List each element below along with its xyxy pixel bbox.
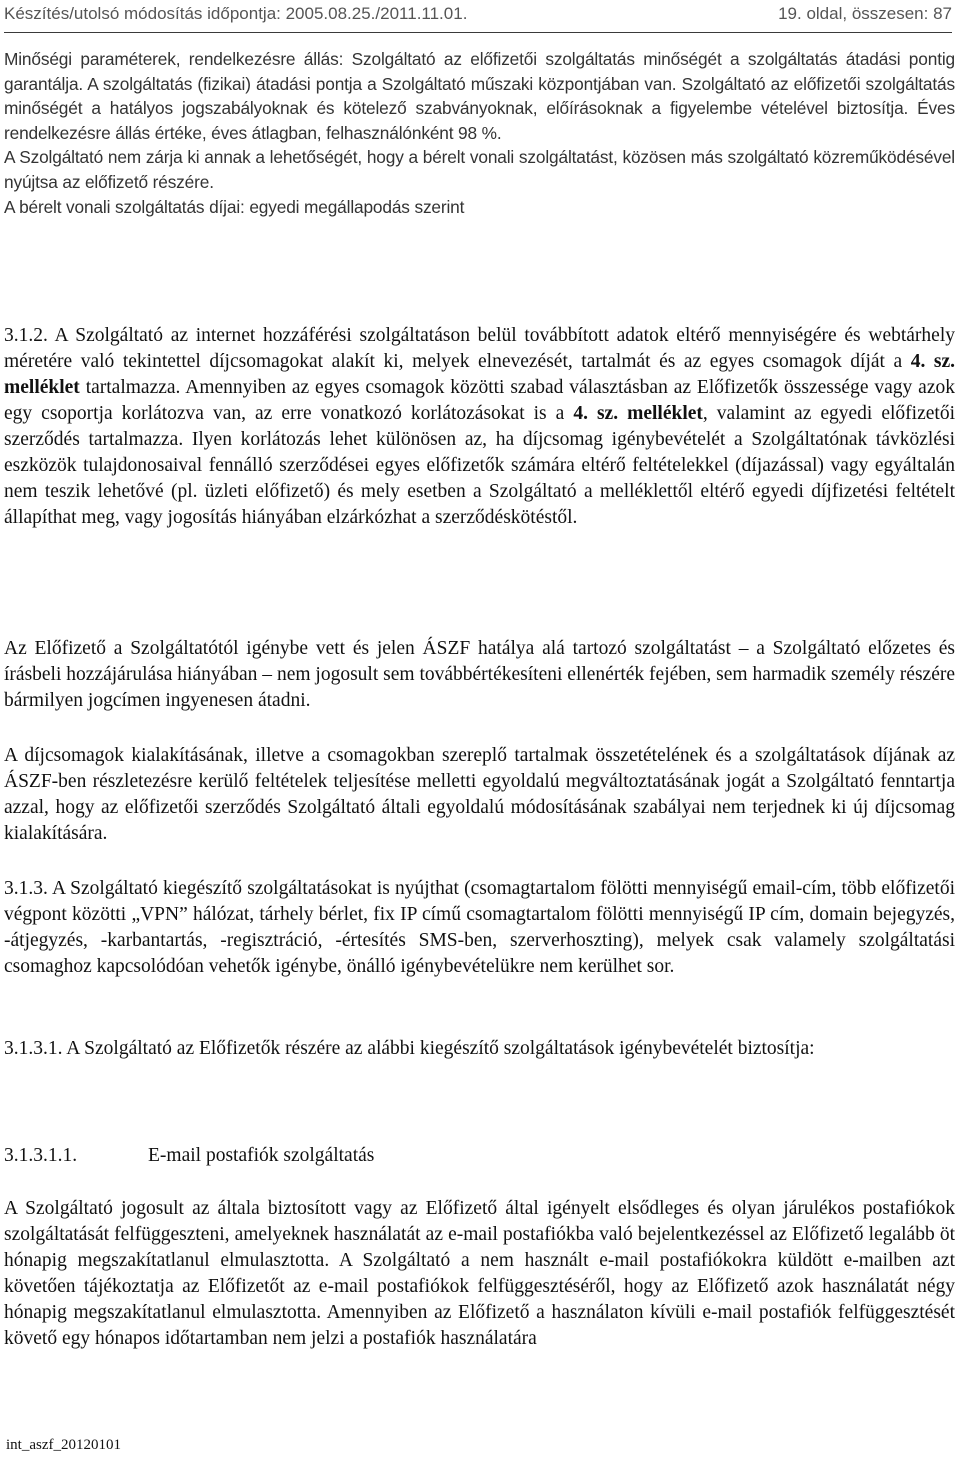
section-3-1-2-part2: tartalmazza. Amennyiben az egyes csomagok közötti szabad választásban az Előfizetők összessége vagy azok egy csoportja korlátozva van, az erre vonatkozó korlátozásokat is a — [4, 377, 955, 424]
header-date: Készítés/utolsó módosítás időpontja: 2005.08.25./2011.11.01. — [4, 4, 468, 23]
section-3-1-2-text — [4, 323, 955, 531]
quality-paragraph: Minőségi paraméterek, rendelkezésre állás: Szolgáltató az előfizetői szolgáltatás minőségét a szolgáltatás átadási pontig garantálja. A szolgáltatás (fizikai) átadási pontja a Szolgáltató műszaki központjában van. Szolgáltató az előfizetői szolgáltatás minőségét a hatályos jogszabályoknak és kötelező szabványoknak, előírásoknak a figyelembe vételével biztosítja. Éves rendelkezésre állás értéke, éves átlagban, felhasználónként 98 %. — [4, 49, 955, 143]
section-3-1-2 — [4, 323, 955, 531]
leased-line-fee-paragraph: A bérelt vonali szolgáltatás díjai: egyedi megállapodás szerint — [4, 196, 465, 217]
resale-paragraph: Az Előfizető a Szolgáltatótól igénybe vett és jelen ÁSZF hatálya alá tartozó szolgáltatást – a Szolgáltató előzetes és írásbeli hozzájárulása hiányában – nem jogosult sem továbbértékesíteni ellenérték fejében, sem harmadik személy részére bármilyen jogcímen ingyenesen átadni. — [4, 638, 955, 711]
annex-4-reference-2: 4. sz. melléklet — [573, 403, 703, 424]
quality-parameters-section — [4, 47, 955, 219]
section-3-1-3: 3.1.3. A Szolgáltató kiegészítő szolgáltatásokat is nyújthat (csomagtartalom fölötti mennyiségű email-cím, több előfizetői végpont közötti „VPN” hálózat, tárhely bérlet, fix IP című csomagtartalom fölötti mennyiségű IP cím, domain bejegyzés, -átjegyzés, -karbantartás, -regisztráció, -értesítés SMS-ben, szerverhoszting), melyek csak valamely szolgáltatási csomaghoz kapcsolódóan vehetők igénybe, önálló igénybevételükre nem kerülhet sor. — [4, 878, 955, 977]
section-3-1-2-part3: , valamint az egyedi előfizetői szerződés tartalmazza. Ilyen korlátozás lehet különösen az, ha díjcsomag igénybevételét a Szolgáltatónak távközlési eszközök tulajdonosaival fennálló szerződései egyes előfizetők számára eltérő feltételekkel (díjazással) vagy egyáltalán nem teszik lehetővé (pl. üzleti előfizető) és mely esetben a Szolgáltató a melléklettől eltérő egyedi díjfizetési feltételt állapíthat meg, vagy jogosítás hiányában elzárkózhat a szerződéskötéstől. — [4, 403, 955, 528]
section-title: E-mail postafiók szolgáltatás — [148, 1145, 375, 1166]
annex-4-reference: 4. sz. melléklet — [4, 351, 955, 398]
section-3-1-3-1-1-heading — [4, 1143, 955, 1169]
email-mailbox-paragraph: A Szolgáltató jogosult az általa biztosított vagy az Előfizető által igényelt elsődleges és olyan járulékos postafiókok szolgáltatását felfüggeszteni, amelyeknek használatát az e-mail postafiókba való bejelentkezéssel az Előfizető legalább öt hónapig megszakítatlanul elmulasztotta. A Szolgáltató a nem használt e-mail postafiókokra küldött e-mailben azt követően tájékoztatja az Előfizetőt az e-mail postafiókok felfüggesztéséről, hogy az Előfizető azok használatát négy hónapig megszakítatlanul elmulasztotta. Amennyiben az Előfizető a használaton kívüli e-mail postafiók felfüggesztését követő egy hónapos időtartamban nem jelzi a postafiók használatára — [4, 1198, 955, 1349]
page-footer: int_aszf_20120101 — [6, 1437, 121, 1453]
header-page-number: 19. oldal, összesen: 87 — [778, 4, 952, 23]
section-3-1-2-part1: 3.1.2. A Szolgáltató az internet hozzáférési szolgáltatáson belül továbbított adatok eltérő mennyiségére és webtárhely méretére való tekintettel díjcsomagokat alakít ki, melyek elnevezését, tartalmát és az egyes csomagok díját a — [4, 325, 955, 372]
packages-paragraph: A díjcsomagok kialakításának, illetve a csomagokban szereplő tartalmak összetételének és a szolgáltatások díjának az ÁSZF-ben részletezésre kerülő feltételek teljesítése melletti egyoldalú megváltoztatásának jogát a Szolgáltató fenntartja azzal, hogy az előfizetői szerződés Szolgáltató általi egyoldalú módosításának szabályai nem terjednek ki új díjcsomag kialakítására. — [4, 745, 955, 844]
section-number: 3.1.3.1.1. — [4, 1145, 78, 1166]
cooperation-paragraph: A Szolgáltató nem zárja ki annak a lehetőségét, hogy a bérelt vonali szolgáltatást, közösen más szolgáltató közreműködésével nyújtsa az előfizető részére. — [4, 147, 955, 192]
page-header — [4, 4, 952, 33]
section-3-1-3-1: 3.1.3.1. A Szolgáltató az Előfizetők részére az alábbi kiegészítő szolgáltatások igénybevételét biztosítja: — [4, 1038, 815, 1059]
